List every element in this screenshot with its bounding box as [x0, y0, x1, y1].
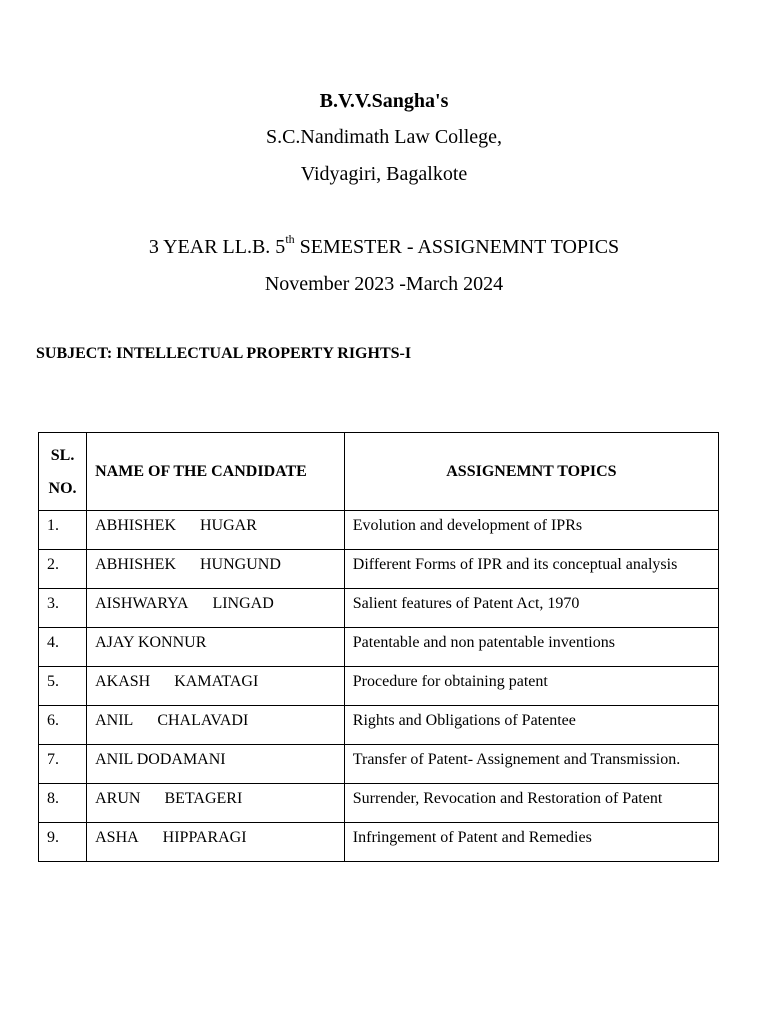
candidate-first-name: ANIL DODAMANI [95, 751, 226, 768]
candidate-first-name: ABHISHEK [95, 556, 176, 573]
candidate-first-name: AISHWARYA [95, 595, 189, 612]
row-sl-no: 7. [39, 745, 87, 784]
row-assignment-topic: Transfer of Patent- Assignement and Transmission. [344, 745, 718, 784]
college-name: S.C.Nandimath Law College, [265, 126, 503, 148]
row-assignment-topic: Salient features of Patent Act, 1970 [344, 589, 718, 628]
header-sl-line1: SL. [50, 446, 75, 464]
row-sl-no: 8. [39, 784, 87, 823]
row-sl-no: 1. [39, 511, 87, 550]
header-sl-no [39, 433, 87, 511]
row-candidate-name [87, 628, 345, 667]
table-row [39, 745, 719, 784]
candidate-last-name: CHALAVADI [157, 712, 249, 729]
candidate-first-name: AJAY KONNUR [95, 634, 207, 651]
candidate-last-name: BETAGERI [164, 790, 243, 807]
candidate-first-name: ABHISHEK [95, 517, 176, 534]
row-assignment-topic: Rights and Obligations of Patentee [344, 706, 718, 745]
candidate-first-name: ARUN [95, 790, 141, 807]
row-candidate-name [87, 706, 345, 745]
candidate-last-name: HIPPARAGI [162, 829, 247, 846]
table-row [39, 706, 719, 745]
header-assignment-topics: ASSIGNEMNT TOPICS [344, 433, 718, 511]
period-heading: November 2023 -March 2024 [264, 273, 504, 295]
table-row [39, 589, 719, 628]
row-sl-no: 3. [39, 589, 87, 628]
candidate-last-name: KAMATAGI [174, 673, 259, 690]
organization-title: B.V.V.Sangha's [319, 90, 449, 112]
row-assignment-topic: Surrender, Revocation and Restoration of Patent [344, 784, 718, 823]
row-assignment-topic: Different Forms of IPR and its conceptual analysis [344, 550, 718, 589]
table-header-row [39, 433, 719, 511]
candidate-last-name: HUNGUND [200, 556, 281, 573]
row-sl-no: 9. [39, 823, 87, 862]
course-superscript: th [285, 232, 295, 247]
row-assignment-topic: Infringement of Patent and Remedies [344, 823, 718, 862]
candidate-last-name: HUGAR [200, 517, 257, 534]
table-row [39, 823, 719, 862]
row-candidate-name [87, 589, 345, 628]
course-prefix: 3 YEAR LL.B. 5 [148, 236, 286, 258]
assignment-table [38, 432, 719, 862]
subject-heading: SUBJECT: INTELLECTUAL PROPERTY RIGHTS-I [36, 345, 412, 362]
row-assignment-topic: Evolution and development of IPRs [344, 511, 718, 550]
table-row [39, 511, 719, 550]
row-assignment-topic: Procedure for obtaining patent [344, 667, 718, 706]
table-row [39, 667, 719, 706]
table-row [39, 784, 719, 823]
candidate-first-name: ASHA [95, 829, 139, 846]
row-sl-no: 2. [39, 550, 87, 589]
row-candidate-name [87, 745, 345, 784]
candidate-first-name: ANIL [95, 712, 134, 729]
row-assignment-topic: Patentable and non patentable inventions [344, 628, 718, 667]
course-suffix: SEMESTER - ASSIGNEMNT TOPICS [294, 236, 620, 258]
candidate-first-name: AKASH [95, 673, 151, 690]
row-sl-no: 6. [39, 706, 87, 745]
candidate-last-name: LINGAD [212, 595, 274, 612]
college-location: Vidyagiri, Bagalkote [300, 163, 468, 185]
row-sl-no: 5. [39, 667, 87, 706]
table-row [39, 628, 719, 667]
row-candidate-name [87, 550, 345, 589]
course-heading [0, 232, 768, 259]
row-candidate-name [87, 823, 345, 862]
table-row [39, 550, 719, 589]
row-candidate-name [87, 511, 345, 550]
row-sl-no: 4. [39, 628, 87, 667]
header-candidate-name: NAME OF THE CANDIDATE [87, 433, 345, 511]
table-body [39, 511, 719, 862]
row-candidate-name [87, 667, 345, 706]
row-candidate-name [87, 784, 345, 823]
header-sl-line2: NO. [48, 479, 77, 497]
